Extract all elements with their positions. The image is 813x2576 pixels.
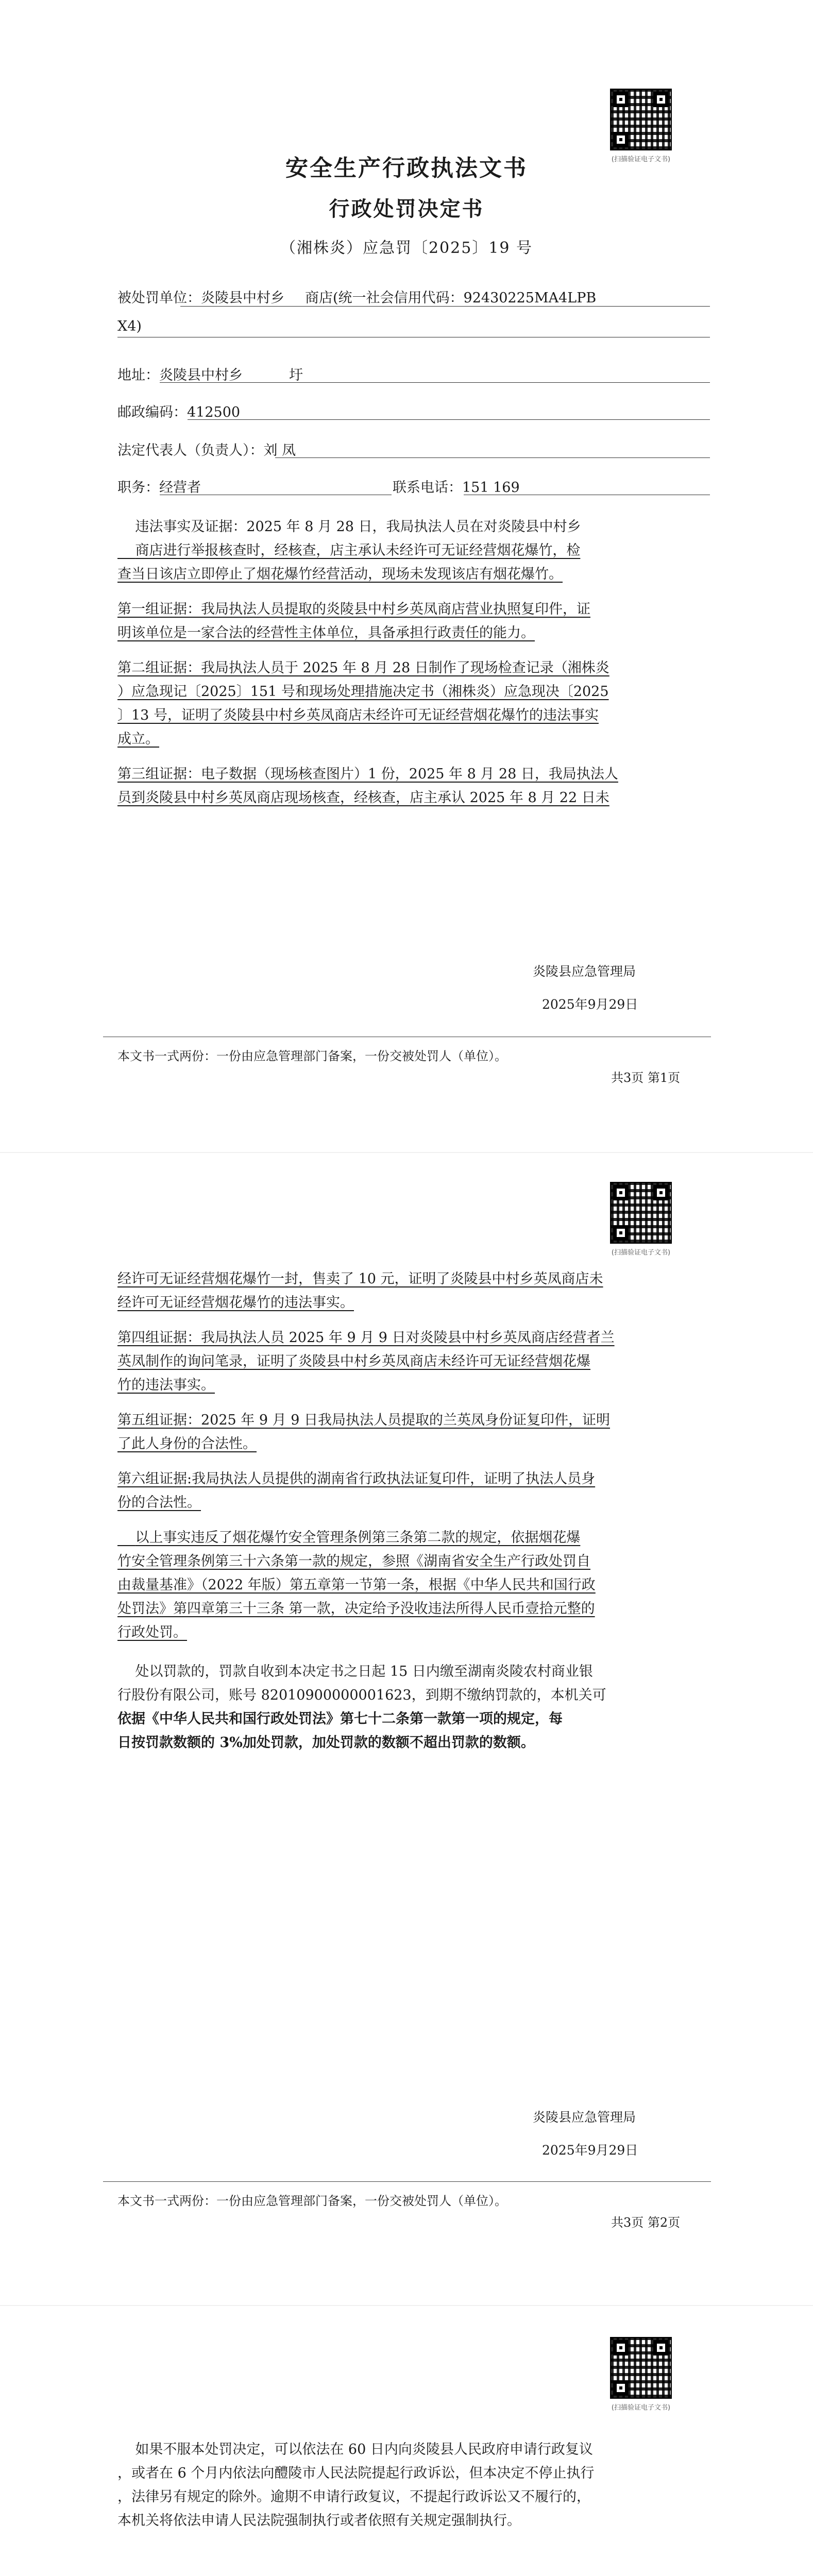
evidence-1-line-1: 第一组证据：我局执法人员提取的炎陵县中村乡英凤商店营业执照复印件，证 — [117, 601, 590, 617]
evidence-5-line-2: 了此人身份的合法性。 — [117, 1436, 257, 1452]
address-label: 地址： — [117, 367, 159, 383]
appeal-line-3: ，法律另有规定的除外。逾期不申请行政复议，不提起行政诉讼又不履行的， — [117, 2489, 590, 2505]
phone-label: 联系电话： — [393, 480, 462, 496]
document-page-1 — [0, 0, 813, 1152]
decision-line-2: 竹安全管理条例第三十六条第一款的规定，参照《湖南省安全生产行政处罚自 — [117, 1553, 590, 1569]
signature-date: 2025年9月29日 — [542, 2143, 638, 2158]
document-page-2 — [0, 1153, 813, 2305]
document-title: 安全生产行政执法文书 — [285, 155, 528, 181]
party-row — [117, 286, 596, 307]
signature-org: 炎陵县应急管理局 — [533, 2110, 636, 2125]
evidence-3-line-1: 第三组证据：电子数据（现场核查图片）1 份，2025 年 8 月 28 日，我局执法人 — [117, 766, 618, 782]
address-value: 炎陵县中村乡 — [159, 367, 243, 383]
qr-code-icon — [610, 2337, 672, 2399]
evidence-4-line-3: 竹的违法事实。 — [117, 1377, 215, 1393]
payment-line-2: 行股份有限公司，账号 82010900000001623，到期不缴纳罚款的，本机关可 — [117, 1687, 606, 1703]
page-number: 共3页 第1页 — [611, 1071, 681, 1085]
representative-label: 法定代表人（负责人）： — [117, 443, 264, 459]
evidence-1-line-2: 明该单位是一家合法的经营性主体单位，具备承担行政责任的能力。 — [117, 625, 535, 641]
document-page-3 — [0, 2306, 813, 2576]
appeal-line-2: ，或者在 6 个月内依法向醴陵市人民法院提起行政诉讼，但本决定不停止执行 — [117, 2465, 595, 2481]
qr-code-icon — [610, 89, 672, 150]
decision-line-4: 处罚法》第四章第三十三条 第一款，决定给予没收违法所得人民币壹拾元整的 — [117, 1601, 595, 1617]
payment-line-3: 依据《中华人民共和国行政处罚法》第七十二条第一款第一项的规定，每 — [117, 1711, 563, 1727]
page-footer: 本文书一式两份：一份由应急管理部门备案，一份交被处罚人（单位）。 — [117, 2194, 507, 2208]
evidence-5-line-1: 第五组证据：2025 年 9 月 9 日我局执法人员提取的兰英凤身份证复印件，证明 — [117, 1412, 610, 1428]
evidence-2-line-4: 成立。 — [117, 731, 159, 747]
representative-row — [117, 439, 296, 459]
qr-caption: (扫描验证电子文书) — [611, 156, 671, 163]
address-tail: 圩 — [289, 367, 303, 383]
appeal-section — [117, 2438, 710, 2533]
evidence-2-line-2: ）应急现记〔2025〕151 号和现场处理措施决定书（湘株炎）应急现决〔2025 — [117, 684, 609, 700]
evidence-2-line-1: 第二组证据：我局执法人员于 2025 年 8 月 28 日制作了现场检查记录（湘株炎 — [117, 660, 609, 676]
party-label: 被处罚单位： — [117, 290, 201, 306]
party-name: 炎陵县中村乡 — [201, 290, 284, 306]
evidence-3-line-3: 经许可无证经营烟花爆竹一封，售卖了 10 元，证明了炎陵县中村乡英凤商店未 — [117, 1271, 603, 1287]
post-value: 经营者 — [159, 480, 201, 496]
document-number: （湘株炎）应急罚〔2025〕19 号 — [280, 239, 533, 257]
payment-line-1: 处以罚款的，罚款自收到本决定书之日起 15 日内缴至湖南炎陵农村商业银 — [117, 1664, 593, 1680]
phone-value: 151 169 — [462, 480, 520, 496]
payment-line-4: 日按罚款数额的 3%加处罚款，加处罚款的数额不超出罚款的数额。 — [117, 1735, 535, 1751]
post-label: 职务： — [117, 480, 159, 496]
facts-section — [117, 515, 710, 810]
phone-row — [393, 476, 520, 496]
evidence-6-line-1: 第六组证据:我局执法人员提供的湖南省行政执法证复印件，证明了执法人员身 — [117, 1471, 596, 1487]
signature-date: 2025年9月29日 — [542, 997, 638, 1012]
decision-line-3: 由裁量基准》（2022 年版）第五章第一节第一条，根据《中华人民共和国行政 — [117, 1577, 596, 1593]
postcode-row — [117, 401, 240, 421]
qr-caption: (扫描验证电子文书) — [611, 2404, 671, 2412]
postcode-label: 邮政编码： — [117, 404, 187, 420]
decision-line-1: 以上事实违反了烟花爆竹安全管理条例第三条第二款的规定，依据烟花爆 — [117, 1530, 581, 1546]
postcode-value: 412500 — [187, 404, 241, 420]
evidence-6-line-2: 份的合法性。 — [117, 1495, 201, 1511]
evidence-2-line-3: 〕13 号，证明了炎陵县中村乡英凤商店未经许可无证经营烟花爆竹的违法事实 — [117, 707, 599, 723]
party-code-tail: X4) — [117, 318, 142, 334]
post-row — [117, 476, 201, 496]
page-number: 共3页 第2页 — [611, 2215, 681, 2230]
decision-line-5: 行政处罚。 — [117, 1624, 187, 1640]
facts-paragraph-3: 查当日该店立即停止了烟花爆竹经营活动，现场未发现该店有烟花爆竹。 — [117, 566, 563, 582]
party-name-suffix: 商店(统一社会信用代码：92430225MA4LPB — [305, 290, 597, 306]
qr-caption: (扫描验证电子文书) — [611, 1249, 671, 1257]
page-footer: 本文书一式两份：一份由应急管理部门备案，一份交被处罚人（单位）。 — [117, 1049, 507, 1063]
signature-org: 炎陵县应急管理局 — [533, 964, 636, 979]
facts-paragraph-1: 违法事实及证据：2025 年 8 月 28 日，我局执法人员在对炎陵县中村乡 — [117, 519, 581, 535]
evidence-3-line-2: 员到炎陵县中村乡英凤商店现场核查，经核查，店主承认 2025 年 8 月 22 日未 — [117, 790, 609, 806]
qr-code-icon — [610, 1182, 672, 1244]
evidence-3-line-4: 经许可无证经营烟花爆竹的违法事实。 — [117, 1295, 354, 1311]
evidence-continued — [117, 1267, 710, 1755]
document-subtitle: 行政处罚决定书 — [329, 197, 484, 221]
evidence-4-line-1: 第四组证据：我局执法人员 2025 年 9 月 9 日对炎陵县中村乡英凤商店经营者兰 — [117, 1330, 615, 1346]
appeal-line-4: 本机关将依法申请人民法院强制执行或者依照有关规定强制执行。 — [117, 2513, 521, 2529]
appeal-line-1: 如果不服本处罚决定，可以依法在 60 日内向炎陵县人民政府申请行政复议 — [117, 2442, 593, 2458]
address-row — [117, 364, 303, 384]
representative-name: 刘 凤 — [263, 443, 296, 459]
evidence-4-line-2: 英凤制作的询问笔录，证明了炎陵县中村乡英凤商店未经许可无证经营烟花爆 — [117, 1353, 590, 1369]
facts-paragraph-2: 商店进行举报核查时，经核查，店主承认未经许可无证经营烟花爆竹，检 — [117, 543, 581, 558]
